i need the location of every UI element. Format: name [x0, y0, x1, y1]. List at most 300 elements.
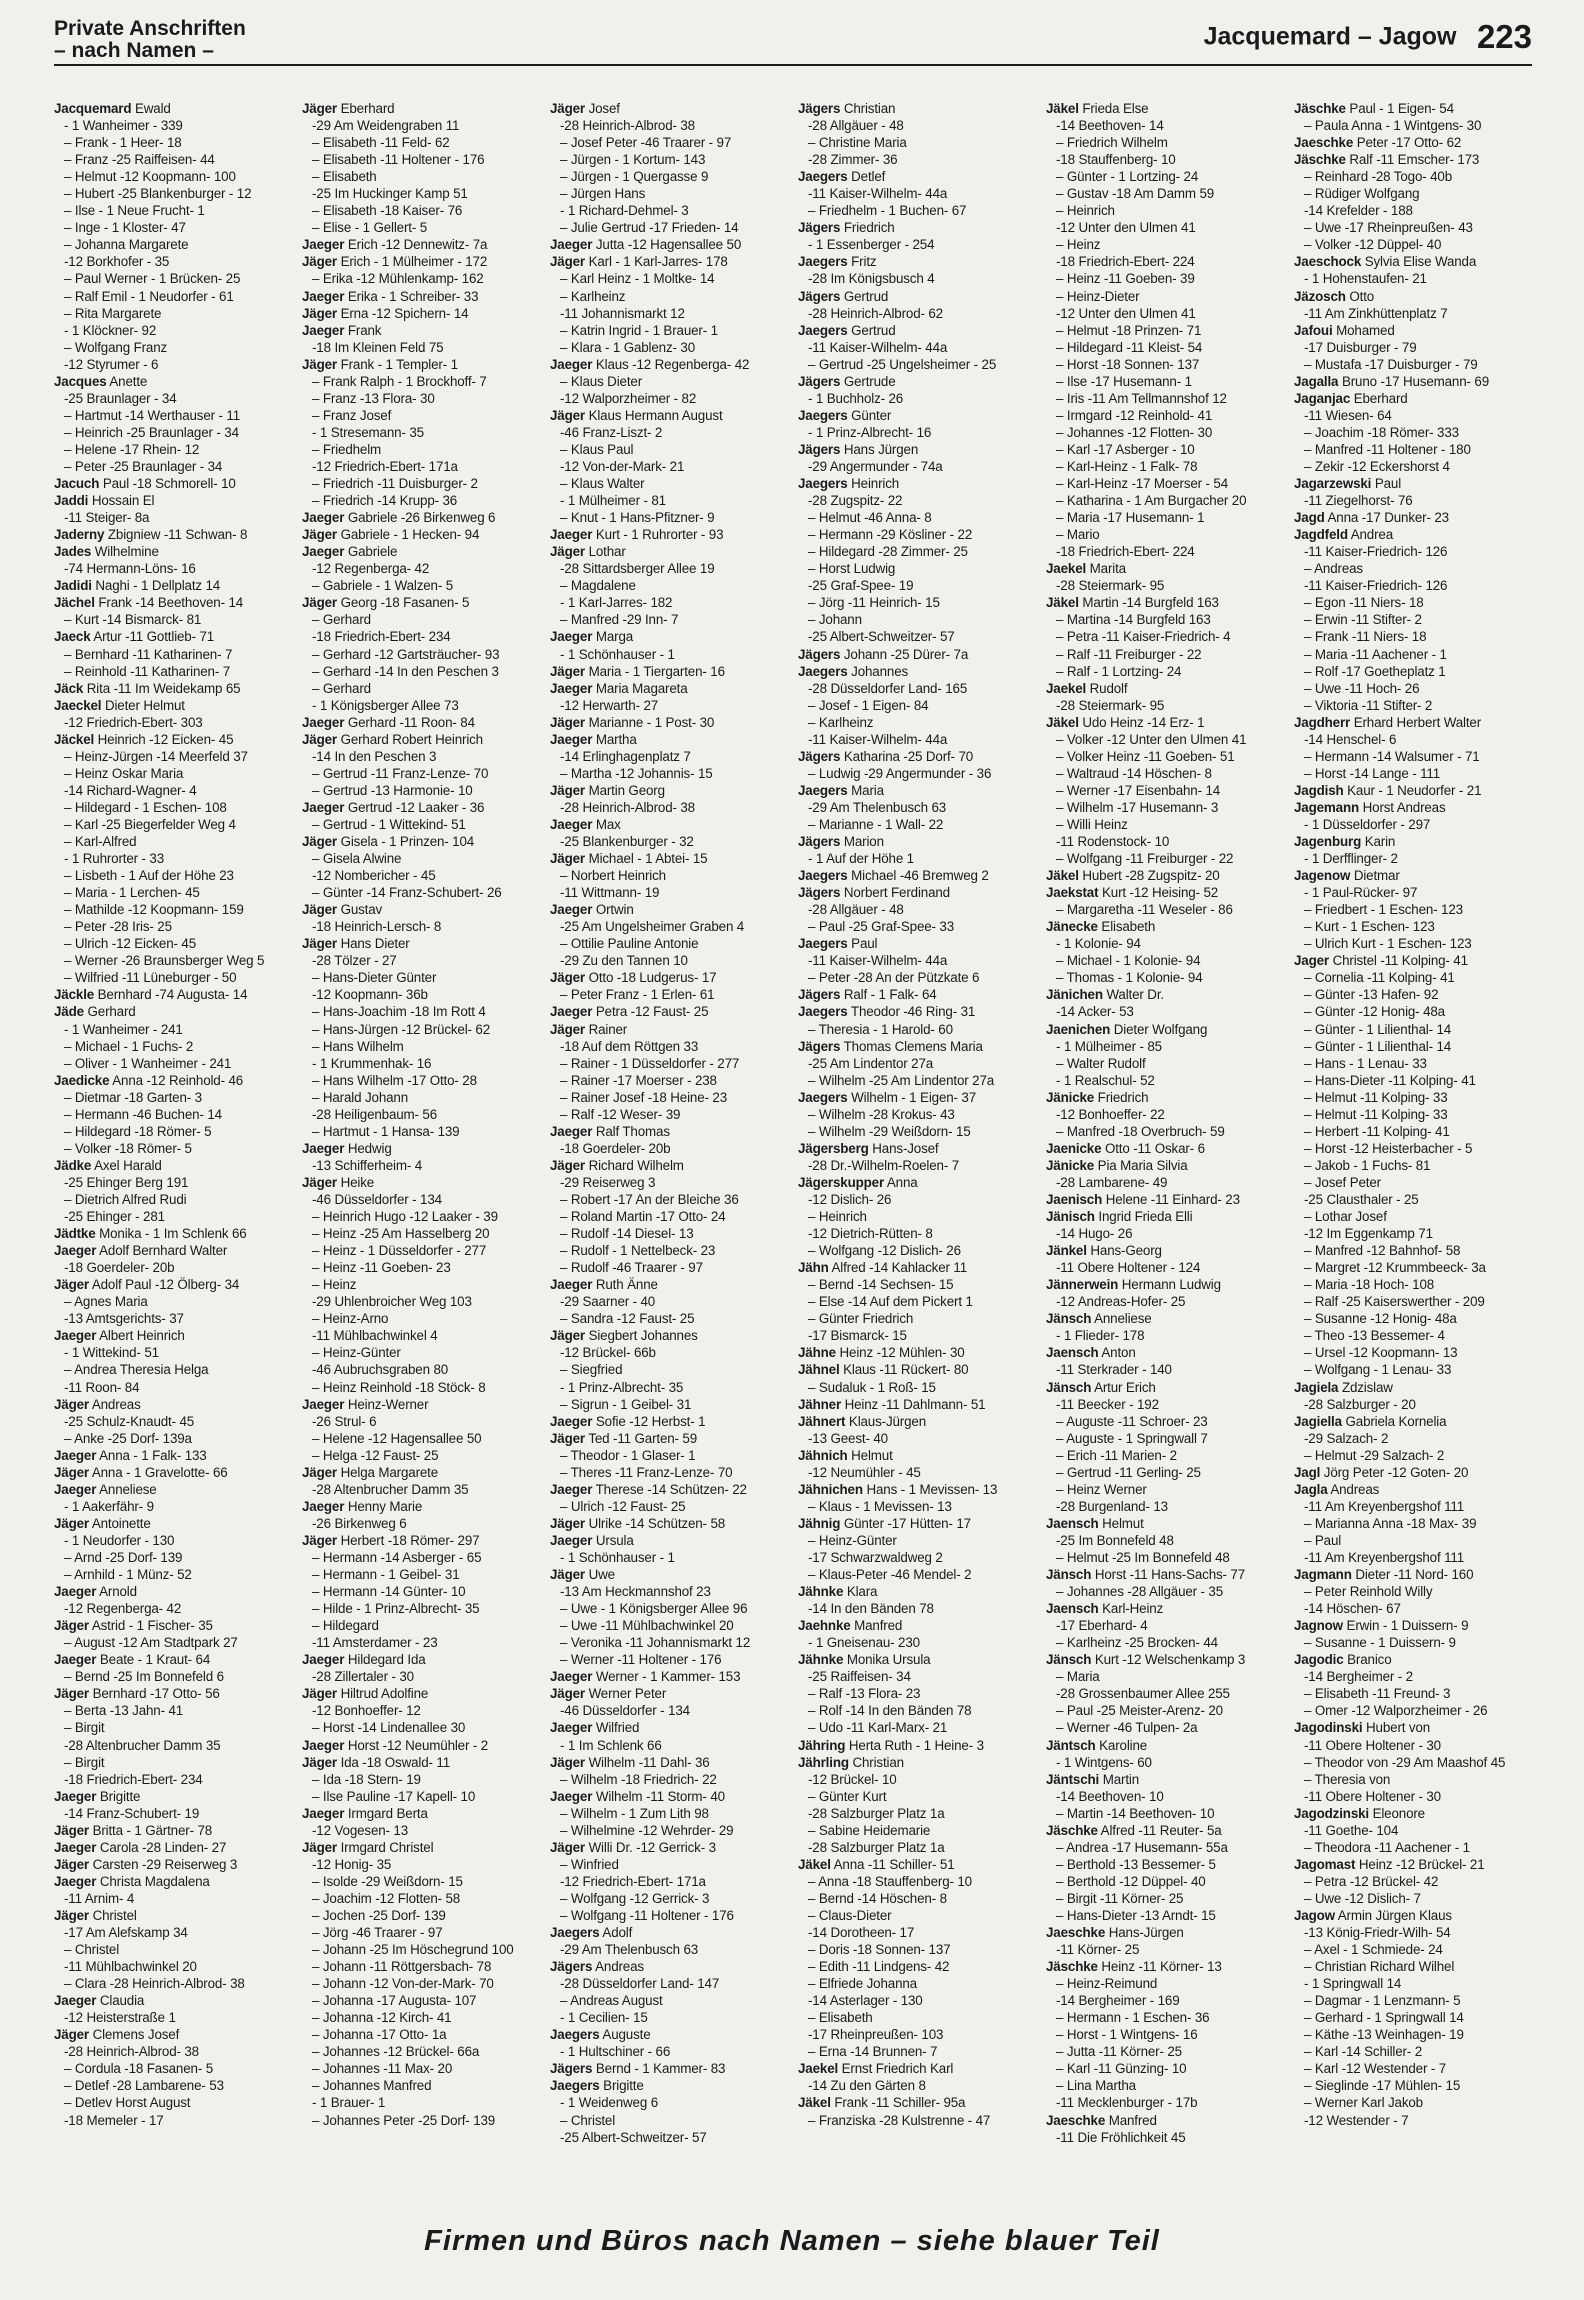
directory-entry [1294, 697, 1534, 714]
entry-detail: – Martha -12 Johannis- 15 [560, 765, 713, 781]
directory-entry [302, 1805, 542, 1822]
entry-detail: – Mario [1056, 527, 1100, 543]
entry-detail: – Günter -12 Honig- 48a [1304, 1004, 1445, 1020]
directory-entry [302, 1379, 542, 1396]
entry-detail: Ted -11 Garten- 59 [588, 1430, 698, 1446]
entry-detail: Dietmar [1353, 868, 1400, 884]
entry-detail: -28 Zugspitz- 22 [808, 493, 903, 509]
directory-entry [1294, 322, 1534, 339]
directory-entry [54, 509, 294, 526]
entry-detail: – Hans-Dieter -11 Kolping- 41 [1304, 1072, 1476, 1088]
directory-entry [1294, 918, 1534, 935]
entry-detail: – Cornelia -11 Kolping- 41 [1304, 970, 1455, 986]
directory-entry [550, 1873, 790, 1890]
entry-detail: Heinz -12 Mühlen- 30 [839, 1345, 965, 1361]
directory-entry [1046, 1566, 1286, 1583]
entry-detail: – Helene -12 Hagensallee 50 [312, 1430, 482, 1446]
entry-detail: – Cordula -18 Fasanen- 5 [64, 2061, 213, 2077]
entry-surname: Jäger [302, 1532, 337, 1548]
entry-detail: – Wilhelmine -12 Wehrder- 29 [560, 1822, 734, 1838]
directory-entry [550, 833, 790, 850]
directory-entry [302, 799, 542, 816]
directory-entry [798, 901, 1038, 918]
entry-detail: – Else -14 Auf dem Pickert 1 [808, 1294, 973, 1310]
directory-entry [302, 1651, 542, 1668]
entry-detail: Manfred [854, 1618, 903, 1634]
directory-entry [1294, 356, 1534, 373]
entry-surname: Jänecke [1046, 919, 1098, 935]
entry-detail: – Ralf -12 Weser- 39 [560, 1106, 681, 1122]
directory-entry [54, 901, 294, 918]
directory-entry [550, 100, 790, 117]
directory-entry [1294, 2060, 1534, 2077]
entry-detail: – Käthe -13 Weinhagen- 19 [1304, 2027, 1464, 2043]
entry-surname: Jaensch [1046, 1345, 1099, 1361]
entry-surname: Jäger [54, 1856, 89, 1872]
entry-detail: Jutta -12 Hagensallee 50 [595, 237, 742, 253]
directory-entry [1046, 1805, 1286, 1822]
directory-entry [1294, 952, 1534, 969]
entry-surname: Jagalla [1294, 373, 1339, 389]
entry-detail: – Hartmut -14 Werthauser - 11 [64, 407, 240, 423]
entry-detail: - 1 Hohenstaufen- 21 [1304, 271, 1427, 287]
entry-detail: – Mustafa -17 Duisburger - 79 [1304, 356, 1478, 372]
directory-entry [1046, 714, 1286, 731]
directory-entry [798, 1702, 1038, 1719]
directory-entry [798, 1276, 1038, 1293]
directory-entry [302, 1958, 542, 1975]
entry-surname: Jaeger [550, 1669, 593, 1685]
entry-detail: Gertrud [843, 288, 889, 304]
entry-detail: – Ralf -13 Flora- 23 [808, 1686, 921, 1702]
entry-surname: Jaeger [54, 1481, 97, 1497]
directory-entry [1294, 305, 1534, 322]
entry-surname: Jägers [798, 101, 841, 116]
entry-detail: – Wilhelm -18 Friedrich- 22 [560, 1771, 717, 1787]
directory-entry [54, 1617, 294, 1634]
directory-entry [550, 577, 790, 594]
entry-surname: Jagdfeld [1294, 527, 1348, 543]
directory-entry [550, 918, 790, 935]
entry-detail: – Hans-Dieter -13 Arndt- 15 [1056, 1907, 1216, 1923]
directory-entry [550, 356, 790, 373]
directory-entry [54, 1361, 294, 1378]
directory-entry [1294, 1157, 1534, 1174]
directory-entry [302, 884, 542, 901]
entry-detail: Adolf Bernhard Walter [99, 1243, 228, 1259]
entry-detail: – Rolf -14 In den Bänden 78 [808, 1703, 972, 1719]
directory-entry [1294, 816, 1534, 833]
directory-entry [54, 424, 294, 441]
directory-entry [54, 1719, 294, 1736]
entry-detail: – Heinrich -25 Braunlager - 34 [64, 424, 239, 440]
entry-detail: -25 Am Lindentor 27a [808, 1055, 934, 1071]
entry-surname: Jäntschi [1046, 1771, 1100, 1787]
entry-surname: Jäger [54, 1464, 89, 1480]
directory-entry [798, 543, 1038, 560]
entry-detail: Hans Jürgen [843, 441, 919, 457]
entry-detail: Martha [595, 731, 637, 747]
directory-entry [302, 1003, 542, 1020]
directory-entry [1294, 492, 1534, 509]
entry-detail: Monika Ursula [846, 1652, 931, 1668]
entry-surname: Jaeckel [54, 697, 102, 713]
entry-detail: – Arnd -25 Dorf- 139 [64, 1549, 183, 1565]
directory-entry [302, 952, 542, 969]
directory-entry [54, 1003, 294, 1020]
directory-entry [302, 1566, 542, 1583]
directory-entry [1046, 1873, 1286, 1890]
directory-entry [798, 322, 1038, 339]
entry-detail: – Knut - 1 Hans-Pfitzner- 9 [560, 510, 715, 526]
directory-entry [1294, 526, 1534, 543]
directory-entry [550, 1242, 790, 1259]
directory-entry [302, 2094, 542, 2111]
entry-detail: Andreas [1330, 1481, 1380, 1497]
directory-entry [1294, 850, 1534, 867]
directory-entry [302, 901, 542, 918]
entry-detail: Günter [851, 407, 892, 423]
entry-detail: – Helmut -12 Koopmann- 100 [64, 169, 236, 185]
directory-entry [550, 628, 790, 645]
entry-detail: -14 Höschen- 67 [1304, 1601, 1401, 1617]
directory-entry [1046, 288, 1286, 305]
directory-entry [1294, 1600, 1534, 1617]
entry-detail: – Heinz-Jürgen -14 Meerfeld 37 [64, 748, 248, 764]
directory-entry [54, 1856, 294, 1873]
entry-detail: – Manfred -29 Inn- 7 [560, 612, 679, 628]
directory-entry [1046, 1958, 1286, 1975]
directory-entry [1294, 1822, 1534, 1839]
directory-entry [1294, 1276, 1534, 1293]
entry-detail: – Joachim -18 Römer- 333 [1304, 424, 1459, 440]
entry-detail: – Friedrich Wilhelm [1056, 135, 1168, 151]
entry-detail: – Martin -14 Beethoven- 10 [1056, 1805, 1215, 1821]
entry-detail: – Egon -11 Niers- 18 [1304, 595, 1424, 611]
directory-entry [54, 475, 294, 492]
entry-detail: -11 Mühlbachwinkel 20 [64, 1959, 197, 1975]
directory-entry [550, 697, 790, 714]
directory-entry [302, 1191, 542, 1208]
directory-entry [302, 134, 542, 151]
entry-detail: Karl - 1 Karl-Jarres- 178 [588, 254, 728, 270]
entry-detail: Michael -46 Bremweg 2 [851, 868, 989, 884]
directory-entry [798, 714, 1038, 731]
entry-detail: -11 Johannismarkt 12 [560, 305, 685, 321]
directory-entry [302, 1072, 542, 1089]
entry-detail: -46 Aubruchsgraben 80 [312, 1362, 449, 1378]
directory-entry [798, 560, 1038, 577]
directory-entry [54, 1106, 294, 1123]
directory-entry [798, 1566, 1038, 1583]
entry-detail: -25 Ehinger - 281 [64, 1209, 165, 1225]
directory-entry [302, 1737, 542, 1754]
entry-surname: Jähne [798, 1345, 836, 1361]
directory-entry [798, 611, 1038, 628]
entry-detail: -29 Reiserweg 3 [560, 1174, 656, 1190]
directory-entry [54, 1737, 294, 1754]
entry-detail: Gisela - 1 Prinzen- 104 [340, 834, 475, 850]
entry-detail: – Hans Wilhelm [312, 1038, 404, 1054]
entry-detail: – Gertrud -25 Ungelsheimer - 25 [808, 356, 997, 372]
entry-detail: -11 Obere Holtener - 30 [1304, 1737, 1441, 1753]
entry-surname: Jäckel [54, 731, 95, 747]
directory-entry [302, 577, 542, 594]
entry-detail: -12 Dietrich-Rütten- 8 [808, 1226, 933, 1242]
entry-detail: Frank - 1 Templer- 1 [340, 356, 458, 372]
directory-entry [1294, 100, 1534, 117]
directory-entry [798, 1430, 1038, 1447]
entry-detail: Maria - 1 Tiergarten- 16 [588, 663, 725, 679]
entry-detail: -25 Schulz-Knaudt- 45 [64, 1413, 195, 1429]
directory-entry [54, 288, 294, 305]
directory-entry [54, 646, 294, 663]
directory-entry [54, 1055, 294, 1072]
directory-entry [550, 1464, 790, 1481]
directory-entry [550, 458, 790, 475]
entry-detail: – Uwe -11 Mühlbachwinkel 20 [560, 1618, 734, 1634]
directory-entry [302, 816, 542, 833]
entry-detail: – Johannes Manfred [312, 2078, 432, 2094]
directory-entry [1046, 1685, 1286, 1702]
entry-detail: – Gerhard - 1 Springwall 14 [1304, 2010, 1464, 2026]
entry-detail: – Winfried [560, 1856, 619, 1872]
entry-detail: Antoinette [91, 1515, 151, 1531]
directory-entry [798, 833, 1038, 850]
entry-detail: Klaus-Jürgen [848, 1413, 927, 1429]
directory-entry [550, 748, 790, 765]
directory-entry [550, 305, 790, 322]
entry-detail: – Hildegard -11 Kleist- 54 [1056, 339, 1203, 355]
entry-detail: – Lisbeth - 1 Auf der Höhe 23 [64, 868, 234, 884]
directory-entry [1046, 270, 1286, 287]
entry-detail: - 1 Flieder- 178 [1056, 1328, 1145, 1344]
entry-detail: -14 Franz-Schubert- 19 [64, 1805, 200, 1821]
directory-entry [302, 373, 542, 390]
entry-detail: -11 Mecklenburger - 17b [1056, 2095, 1198, 2111]
directory-entry [1294, 1856, 1534, 1873]
directory-entry [550, 952, 790, 969]
directory-entry [1294, 2112, 1534, 2129]
entry-detail: -12 Friedrich-Ebert- 171a [312, 458, 458, 474]
directory-entry [798, 1481, 1038, 1498]
entry-detail: Petra -12 Faust- 25 [595, 1004, 709, 1020]
entry-surname: Jaeger [550, 680, 593, 696]
directory-entry [550, 270, 790, 287]
entry-detail: -28 Burgenland- 13 [1056, 1498, 1168, 1514]
entry-detail: – Jürgen - 1 Kortum- 143 [560, 152, 706, 168]
entry-detail: Naghi - 1 Dellplatz 14 [95, 578, 221, 594]
entry-detail: -25 Albert-Schweitzer- 57 [560, 2129, 707, 2145]
entry-detail: – Irmgard -12 Reinhold- 41 [1056, 407, 1213, 423]
entry-surname: Jäschke [1294, 101, 1346, 116]
entry-detail: – Christian Richard Wilhel [1304, 1959, 1455, 1975]
directory-entry [798, 1907, 1038, 1924]
directory-entry [302, 1123, 542, 1140]
directory-entry [798, 270, 1038, 287]
entry-detail: - 1 Königsberger Allee 73 [312, 697, 459, 713]
directory-entry [550, 1003, 790, 1020]
directory-entry [302, 1157, 542, 1174]
directory-entry [550, 1072, 790, 1089]
directory-entry [302, 236, 542, 253]
entry-detail: -14 Hugo- 26 [1056, 1226, 1133, 1242]
page-number: 223 [1476, 18, 1532, 55]
entry-detail: – Marianna Anna -18 Max- 39 [1304, 1515, 1477, 1531]
directory-entry [798, 1361, 1038, 1378]
directory-entry [302, 1549, 542, 1566]
directory-entry [302, 1259, 542, 1276]
entry-detail: Helene -11 Einhard- 23 [1105, 1192, 1240, 1207]
entry-detail: -14 In den Peschen 3 [312, 748, 437, 764]
entry-detail: Gerhard -11 Roon- 84 [347, 714, 475, 730]
entry-detail: - 1 Prinz-Albrecht- 35 [560, 1379, 684, 1395]
entry-surname: Jäger [550, 663, 585, 679]
entry-detail: - 1 Aakerfähr- 9 [64, 1498, 154, 1514]
entry-detail: – Hans Wilhelm -17 Otto- 28 [312, 1072, 477, 1088]
entry-detail: – Hermann - 1 Eschen- 36 [1056, 2010, 1210, 2026]
footer-note: Firmen und Büros nach Namen – siehe blauer Teil [424, 2225, 1160, 2257]
directory-entry [1294, 1379, 1534, 1396]
directory-entry [302, 1822, 542, 1839]
entry-surname: Jäger [54, 1515, 89, 1531]
directory-entry [302, 1038, 542, 1055]
entry-detail: Horst Andreas [1362, 799, 1446, 815]
directory-entry [302, 680, 542, 697]
entry-surname: Jaeger [550, 527, 593, 543]
directory-entry [550, 1651, 790, 1668]
entry-detail: Gustav [340, 902, 383, 918]
entry-detail: Hedwig [347, 1140, 392, 1156]
entry-detail: Bernd - 1 Kammer- 83 [595, 2061, 726, 2077]
entry-detail: Ralf Thomas [595, 1123, 670, 1139]
directory-entry [1046, 1276, 1286, 1293]
directory-entry [550, 2112, 790, 2129]
entry-detail: – Friedhelm [312, 441, 382, 457]
entry-surname: Jagemann [1294, 799, 1360, 815]
entry-detail: Erich - 1 Mülheimer - 172 [340, 254, 488, 270]
directory-entry [1046, 1651, 1286, 1668]
directory-entry [302, 1413, 542, 1430]
directory-entry [302, 1089, 542, 1106]
directory-entry [550, 1549, 790, 1566]
directory-entry [302, 1771, 542, 1788]
entry-detail: -12 Brückel- 66b [560, 1345, 656, 1361]
directory-entry [302, 339, 542, 356]
directory-entry [1046, 202, 1286, 219]
entry-detail: -28 Dr.-Wilhelm-Roelen- 7 [808, 1157, 960, 1173]
directory-entry [1294, 475, 1534, 492]
directory-entry [1046, 509, 1286, 526]
directory-entry [1294, 901, 1534, 918]
directory-entry [1294, 1839, 1534, 1856]
entry-detail: - 1 Karl-Jarres- 182 [560, 595, 673, 611]
entry-detail: – Michael - 1 Kolonie- 94 [1056, 953, 1201, 969]
directory-entry [302, 628, 542, 645]
entry-detail: – Jürgen Hans [560, 186, 646, 202]
directory-entry [550, 185, 790, 202]
entry-surname: Jäck [54, 680, 84, 696]
entry-detail: -28 Im Königsbusch 4 [808, 271, 935, 287]
entry-detail: Paul [851, 936, 878, 952]
directory-entry [550, 1634, 790, 1651]
entry-surname: Jäde [54, 1004, 84, 1020]
entry-detail: - 1 Derfflinger- 2 [1304, 851, 1398, 867]
entry-detail: -28 Heinrich-Albrod- 62 [808, 305, 943, 321]
directory-entry [302, 1685, 542, 1702]
entry-detail: – Erna -14 Brunnen- 7 [808, 2044, 938, 2060]
directory-entry [1046, 1549, 1286, 1566]
directory-entry [54, 560, 294, 577]
entry-detail: – Julie Gertrud -17 Frieden- 14 [560, 220, 739, 236]
entry-detail: – Heinz Oskar Maria [64, 765, 184, 781]
directory-entry [54, 918, 294, 935]
entry-detail: Alfred -14 Kahlacker 11 [831, 1260, 967, 1276]
entry-detail: – Werner -17 Eisenbahn- 14 [1056, 782, 1221, 798]
name-range: Jacquemard – Jagow [1203, 22, 1457, 51]
entry-detail: -28 Steiermark- 95 [1056, 578, 1165, 594]
entry-detail: -12 Bonhoeffer- 22 [1056, 1106, 1165, 1122]
directory-entry [550, 407, 790, 424]
entry-surname: Jänsch [1046, 1652, 1092, 1668]
directory-entry [550, 1890, 790, 1907]
directory-entry [1294, 270, 1534, 287]
directory-entry [54, 356, 294, 373]
entry-detail: -18 Friedrich-Ebert- 234 [312, 629, 451, 645]
directory-entry [54, 1174, 294, 1191]
entry-detail: Bernhard -17 Otto- 56 [92, 1686, 220, 1702]
directory-entry [54, 1975, 294, 1992]
entry-detail: Mohamed [1336, 322, 1395, 338]
entry-surname: Jaenicke [1046, 1140, 1102, 1156]
entry-detail: Hubert -28 Zugspitz- 20 [1082, 868, 1220, 884]
entry-detail: – Jakob - 1 Fuchs- 81 [1304, 1157, 1431, 1173]
directory-entry [54, 952, 294, 969]
entry-surname: Jaeschke [1294, 135, 1354, 151]
directory-entry [1294, 1992, 1534, 2009]
directory-entry [302, 1583, 542, 1600]
directory-entry [302, 1839, 542, 1856]
directory-entry [550, 151, 790, 168]
directory-entry [1294, 407, 1534, 424]
entry-surname: Jaedicke [54, 1072, 110, 1088]
entry-detail: – Joachim -12 Flotten- 58 [312, 1890, 461, 1906]
directory-entry [550, 986, 790, 1003]
directory-entry [550, 969, 790, 986]
entry-detail: Anna - 1 Falk- 133 [99, 1447, 207, 1463]
directory-entry [798, 253, 1038, 270]
entry-surname: Jäger [54, 1907, 89, 1923]
entry-surname: Jaeschke [1046, 1925, 1106, 1941]
entry-detail: – Claus-Dieter [808, 1907, 892, 1923]
entry-detail: -28 Grossenbaumer Allee 255 [1056, 1686, 1230, 1702]
entry-detail: – Theodor - 1 Glaser- 1 [560, 1447, 696, 1463]
entry-detail: -29 Saarner - 40 [560, 1294, 656, 1310]
entry-detail: Horst -11 Hans-Sachs- 77 [1094, 1567, 1246, 1583]
entry-detail: -17 Rheinpreußen- 103 [808, 2027, 944, 2043]
entry-detail: – Friedhelm - 1 Buchen- 67 [808, 203, 967, 219]
directory-entry [550, 202, 790, 219]
entry-detail: -12 Regenberga- 42 [312, 561, 430, 577]
directory-entry [1046, 833, 1286, 850]
entry-detail: – Axel - 1 Schmiede- 24 [1304, 1942, 1443, 1958]
entry-detail: -14 Henschel- 6 [1304, 731, 1397, 747]
directory-entry [54, 628, 294, 645]
directory-entry [1294, 1208, 1534, 1225]
directory-entry [1046, 1174, 1286, 1191]
directory-entry [1046, 594, 1286, 611]
entry-detail: Artur -11 Gottlieb- 71 [93, 629, 215, 645]
